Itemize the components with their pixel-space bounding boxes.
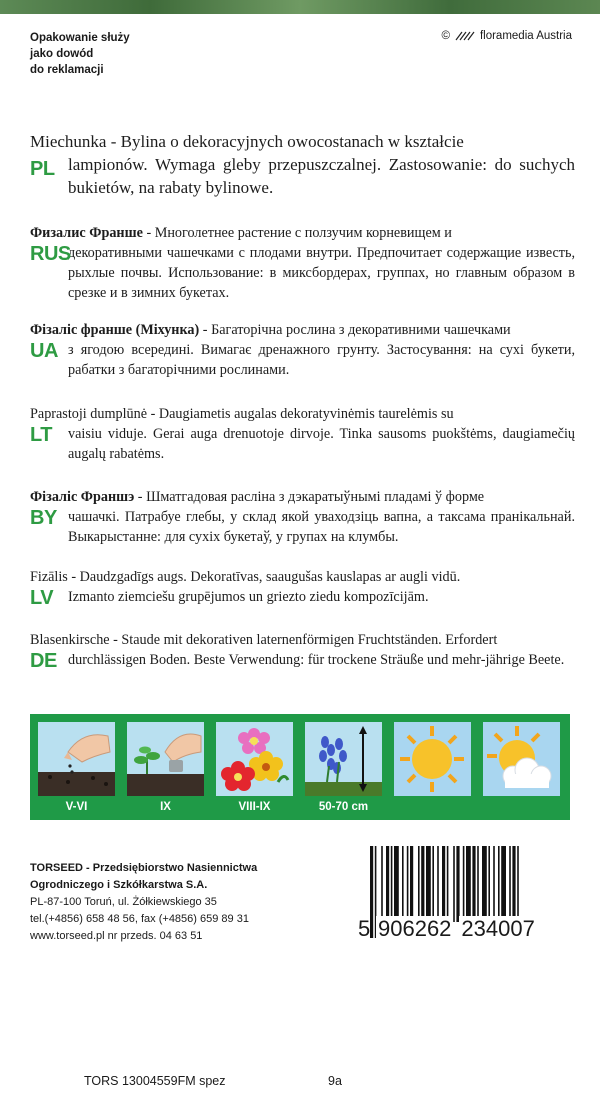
language-code: UA (30, 340, 58, 362)
barcode-bar (442, 846, 445, 922)
language-code: LT (30, 424, 52, 446)
notice-line: Opakowanie służy (30, 32, 130, 44)
copyright-symbol: © (441, 30, 450, 42)
plant-height-icon (305, 722, 382, 796)
language-code: RUS (30, 243, 71, 265)
description-by (30, 487, 575, 547)
plant-name: Paprastoji dumplūnė (30, 406, 148, 422)
cover-photo-strip (0, 0, 600, 14)
description-rest: vaisiu viduje. Gerai auga drenuotoje dirvoje. Tinka sausoms puokštėms, daugiamečių augalų rabatėms. (68, 426, 575, 462)
barcode-bar (463, 846, 465, 922)
barcode-bar (437, 846, 439, 922)
barcode-bar (512, 846, 515, 922)
plant-name: Miechunka (30, 132, 107, 151)
barcode-bar (394, 846, 399, 922)
description-rest: Izmanto ziemciešu grupējumos un griezto ziedu kompozīcijām. (68, 589, 429, 605)
cultivation-icons-band (30, 714, 570, 820)
barcode-bar (410, 846, 413, 922)
barcode-bar (493, 846, 495, 922)
company-phone: tel.(+4856) 658 48 56, fax (+4856) 659 89 31 (30, 913, 249, 925)
barcode-bar (453, 846, 455, 922)
barcode-bar (466, 846, 471, 922)
description-ua (30, 320, 575, 380)
flowers-icon (216, 722, 293, 796)
barcode-bar (482, 846, 487, 922)
barcode-bar (426, 846, 431, 922)
language-code: DE (30, 650, 57, 672)
barcode-first-digit: 5 (358, 916, 371, 941)
language-code: BY (30, 507, 57, 529)
language-code: LV (30, 587, 54, 609)
barcode-bar (421, 846, 424, 922)
description-rest: durchlässigen Boden. Beste Verwendung: für trockene Sträuße und mehr-jährige Beete. (68, 652, 565, 668)
plant-name: Фізаліс франше (Міхунка) (30, 322, 200, 338)
description-rest: чашачкі. Патрабуе глебы, у склад якой уваходзіць вапна, а таксама пранікальнай. Выкарыстанне: для сухіх букетаў, у групах на клумбы. (68, 509, 575, 545)
partial-shade-icon (483, 722, 560, 796)
floramedia-logo-icon (454, 30, 476, 42)
plant-name: Физалис Франше (30, 225, 143, 241)
barcode-bar (386, 846, 389, 922)
barcode-bar (456, 846, 459, 922)
description-text: - Daugiametis augalas dekoratyvinėmis taurelėmis su (147, 406, 454, 422)
barcode-bar (488, 846, 490, 922)
description-de (30, 630, 575, 670)
description-text: - Шматгадовая расліна з дэкаратыўнымі пладамі ў форме (134, 489, 485, 505)
description-text: - Daudzgadīgs augs. Dekoratīvas, saaugušas kauslapas ar augli vidū. (67, 569, 461, 585)
barcode-bar (381, 846, 383, 922)
full-sun-icon (394, 722, 471, 796)
barcode-bar (432, 846, 434, 922)
copyright-notice (441, 30, 572, 42)
plant-name: Фізаліс Франшэ (30, 489, 135, 505)
icon-label: IX (160, 801, 171, 813)
barcode-bar (509, 846, 511, 922)
transplant-seedling-icon (127, 722, 204, 796)
description-text: - Staude mit dekorativen laternenförmigen Fruchtständen. Erfordert (109, 632, 498, 648)
company-line: Ogrodniczego i Szkółkarstwa S.A. (30, 879, 208, 891)
plant-name: Blasenkirsche (30, 632, 110, 648)
product-code: TORS 13004559FM spez (84, 1074, 226, 1088)
icon-label: VIII-IX (238, 801, 271, 813)
icon-label: 50-70 cm (318, 801, 369, 813)
language-code: PL (30, 158, 55, 180)
company-website: www.torseed.pl nr przeds. 04 63 51 (30, 930, 203, 942)
complaint-notice (30, 30, 230, 78)
description-lt (30, 404, 575, 464)
barcode-bar (418, 846, 420, 922)
barcode-group: 906262 (378, 916, 452, 941)
description-pl (30, 130, 575, 199)
description-text: - Багаторічна рослина з декоративними чашечками (199, 322, 511, 338)
description-text: - Bylina o dekoracyjnych owocostanach w kształcie (106, 132, 464, 151)
page-marker: 9a (328, 1074, 342, 1088)
sowing-hand-icon (38, 722, 115, 796)
barcode-bar (407, 846, 409, 922)
description-text: - Многолетнее растение с ползучим корневищем и (142, 225, 452, 241)
company-info (30, 860, 257, 945)
copyright-text: floramedia Austria (479, 30, 572, 42)
description-rus (30, 223, 575, 303)
description-rest: з ягодою всередині. Вимагає дренажного грунту. Застосування: на сухі букети, рабатки з багаторічними рослинами. (68, 342, 575, 378)
barcode-bar (391, 846, 393, 922)
barcode-bar (472, 846, 475, 922)
notice-line: jako dowód (30, 48, 94, 60)
description-lv (30, 567, 575, 607)
barcode-bar (501, 846, 506, 922)
icon-label: V-VI (65, 801, 88, 813)
description-rest: lampionów. Wymaga gleby przepuszczalnej. Zastosowanie: do suchych bukietów, na rabaty bylinowe. (68, 155, 575, 197)
barcode-bar (498, 846, 500, 922)
barcode-bar (477, 846, 479, 922)
barcode-group: 234007 (461, 916, 535, 941)
company-address: PL-87-100 Toruń, ul. Żółkiewskiego 35 (30, 896, 217, 908)
ean-barcode (358, 846, 572, 946)
barcode-bar (402, 846, 404, 922)
company-line: TORSEED - Przedsiębiorstwo Nasiennictwa (30, 862, 258, 874)
notice-line: do reklamacji (30, 64, 104, 76)
description-rest: декоративными чашечками с плодами внутри. Предпочитает содержащие известь, рыхлые почвы. Использование: в миксбордерах, группах, но главным образом в срезке и в зимних букетах. (68, 245, 575, 301)
plant-name: Fizālis (30, 569, 68, 585)
